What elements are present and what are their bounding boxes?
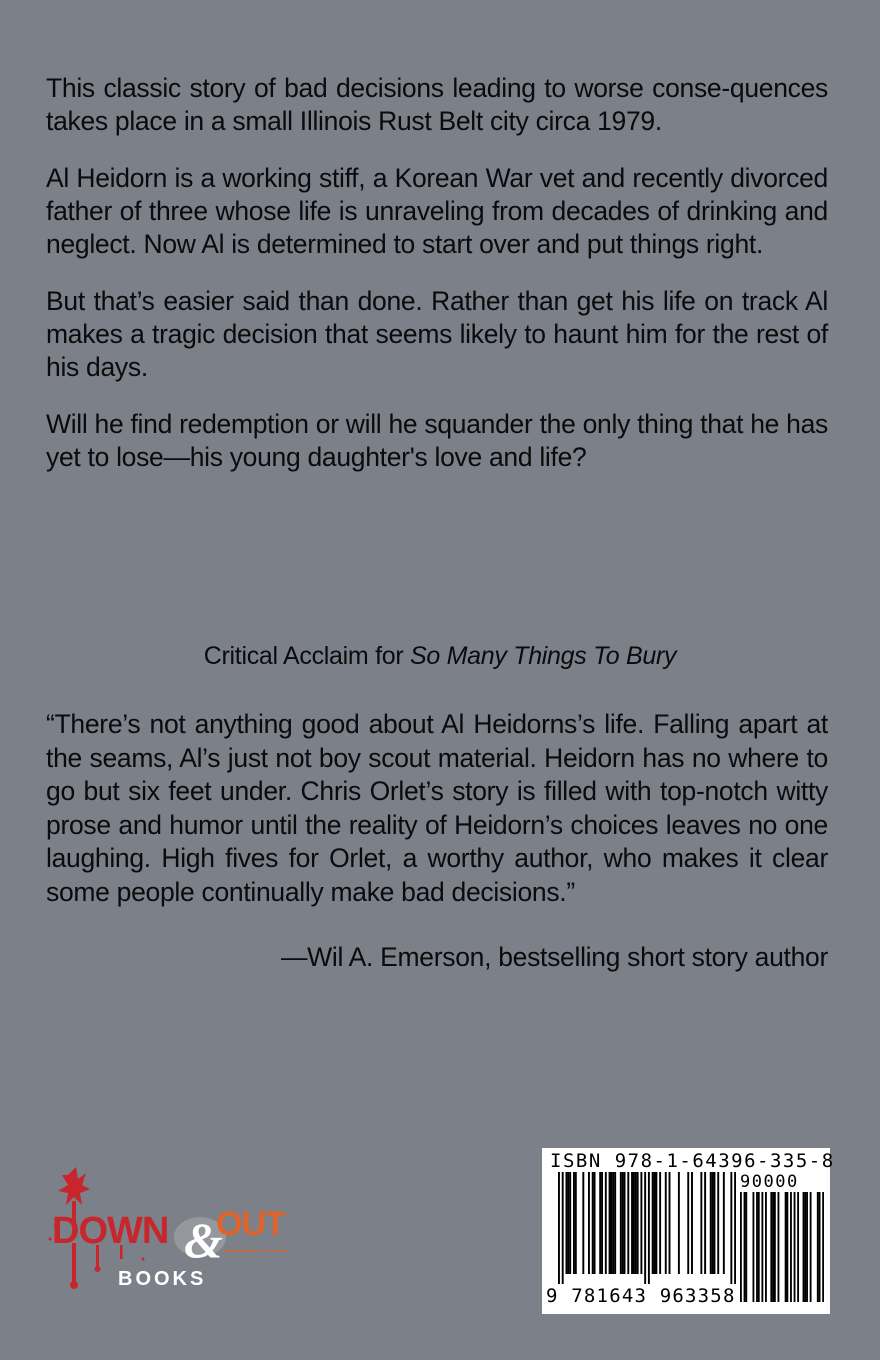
barcode-bar xyxy=(710,1172,712,1274)
addon-barcode-bar xyxy=(774,1192,776,1302)
barcode-bar xyxy=(558,1172,560,1284)
addon-barcode-bar xyxy=(761,1192,763,1302)
barcode-bar xyxy=(648,1172,650,1284)
blurb-paragraph: Will he find redemption or will he squander the only thing that he has yet to lose—his young daughter's love and life? xyxy=(46,409,828,472)
blurb-paragraph: This classic story of bad decisions leading to worse conse-quences takes place in a small Illinois Rust Belt city circa 1979. xyxy=(46,73,828,136)
barcode-bar xyxy=(644,1172,646,1284)
logo-word-down: DOWN xyxy=(52,1210,169,1252)
addon-barcode-bar xyxy=(810,1192,812,1302)
publisher-logo xyxy=(38,1165,308,1295)
barcode-bar xyxy=(562,1172,564,1284)
addon-barcode-bar xyxy=(758,1192,760,1302)
acclaim-heading-prefix: Critical Acclaim for xyxy=(203,642,411,670)
down-and-out-logo-graphic xyxy=(38,1165,308,1295)
logo-word-out: OUT xyxy=(216,1205,285,1243)
barcode-bar xyxy=(640,1172,642,1274)
barcode-bar xyxy=(734,1172,736,1284)
addon-barcode-bar xyxy=(806,1192,808,1302)
barcode-bar xyxy=(652,1172,654,1274)
barcode-bar xyxy=(659,1172,661,1274)
barcode-bar xyxy=(567,1172,569,1274)
barcode-bar xyxy=(582,1172,584,1274)
barcode-bar xyxy=(605,1172,607,1274)
isbn-text: ISBN 978-1-64396-335-8 xyxy=(550,1150,835,1172)
barcode-bar xyxy=(573,1172,575,1274)
barcode-bar xyxy=(665,1172,667,1274)
addon-barcode-bar xyxy=(817,1192,819,1302)
book-title: So Many Things To Bury xyxy=(410,642,677,670)
barcode-bar xyxy=(610,1172,612,1274)
blurb-paragraph: Al Heidorn is a working stiff, a Korean War vet and recently divorced father of three whose life is unraveling from decades of drinking and neglect. Now Al is determined to start over and put things right. xyxy=(46,163,828,259)
addon-barcode-bar xyxy=(786,1192,788,1302)
addon-barcode-bar xyxy=(822,1192,824,1302)
addon-barcode-bar xyxy=(753,1192,755,1302)
barcode-bar xyxy=(627,1172,629,1274)
barcode-bar xyxy=(620,1172,622,1274)
barcode-bar xyxy=(631,1172,633,1274)
logo-books: BOOKS xyxy=(118,1268,207,1290)
addon-barcode-bars xyxy=(740,1192,824,1302)
barcode-bar xyxy=(609,1172,611,1274)
barcode-bar xyxy=(614,1172,616,1274)
addon-barcode-bar xyxy=(740,1192,742,1302)
barcode-bar xyxy=(678,1172,680,1274)
barcode-bar xyxy=(712,1172,714,1274)
addon-barcode-bar xyxy=(778,1192,780,1302)
barcode-bar xyxy=(655,1172,657,1274)
barcode-bar xyxy=(592,1172,594,1274)
addon-barcode-bar xyxy=(819,1192,821,1302)
review-attribution: —Wil A. Emerson, bestselling short story author xyxy=(280,942,828,972)
barcode-bar xyxy=(565,1172,567,1274)
ean-digits: 9 781643 963358 xyxy=(546,1285,736,1307)
addon-barcode-bar xyxy=(756,1192,758,1302)
barcode-bar xyxy=(612,1172,614,1274)
price-code: 90000 xyxy=(740,1172,799,1192)
addon-barcode-bar xyxy=(803,1192,805,1302)
blurb-paragraph: But that’s easier said than done. Rather than get his life on track Al makes a tragic decision that seems likely to haunt him for the rest of his days. xyxy=(46,286,828,382)
addon-barcode-bar xyxy=(797,1192,799,1302)
barcode-bar xyxy=(730,1172,732,1284)
barcode-bar xyxy=(624,1172,626,1274)
barcode-bar xyxy=(569,1172,571,1274)
addon-barcode-bar xyxy=(794,1192,796,1302)
barcode-bar xyxy=(687,1172,689,1274)
barcode-bar xyxy=(704,1172,706,1274)
addon-barcode-bar xyxy=(772,1192,774,1302)
barcode-bar xyxy=(594,1172,596,1274)
barcode-bar xyxy=(723,1172,725,1274)
back-cover-blurb xyxy=(46,72,828,498)
addon-barcode-bar xyxy=(745,1192,747,1302)
barcode-bar xyxy=(700,1172,702,1274)
acclaim-heading xyxy=(0,640,880,673)
addon-barcode-bar xyxy=(804,1192,806,1302)
ean-barcode-bars xyxy=(558,1172,736,1284)
barcode-bar xyxy=(714,1172,716,1274)
barcode-bar xyxy=(717,1172,719,1274)
isbn-barcode xyxy=(542,1148,835,1314)
addon-barcode-bar xyxy=(744,1192,746,1302)
barcode-bar xyxy=(691,1172,693,1274)
barcode-bar xyxy=(599,1172,601,1274)
logo-ampersand: & xyxy=(184,1212,223,1268)
barcode-bar xyxy=(633,1172,635,1274)
barcode-bar xyxy=(601,1172,603,1274)
addon-barcode-bar xyxy=(765,1192,767,1302)
addon-barcode-bar xyxy=(785,1192,787,1302)
barcode-bar xyxy=(588,1172,590,1274)
barcode-bar xyxy=(575,1172,577,1274)
addon-barcode-bar xyxy=(770,1192,772,1302)
barcode-bar xyxy=(669,1172,671,1274)
addon-barcode-bar xyxy=(790,1192,792,1302)
barcode-bar xyxy=(637,1172,639,1274)
barcode-bar xyxy=(654,1172,656,1274)
barcode-bar xyxy=(622,1172,624,1274)
review-quote: “There’s not anything good about Al Heidorns’s life. Falling apart at the seams, Al’s just not boy scout material. Heidorn has no where to go but six feet under. Chris Orlet’s story is filled with top-notch witty prose and humor until the reality of Heidorn’s choices leaves no one laughing. High fives for Orlet, a worthy author, who makes it clear some people continually make bad decisions.” xyxy=(46,709,828,907)
barcode-bar xyxy=(635,1172,637,1274)
